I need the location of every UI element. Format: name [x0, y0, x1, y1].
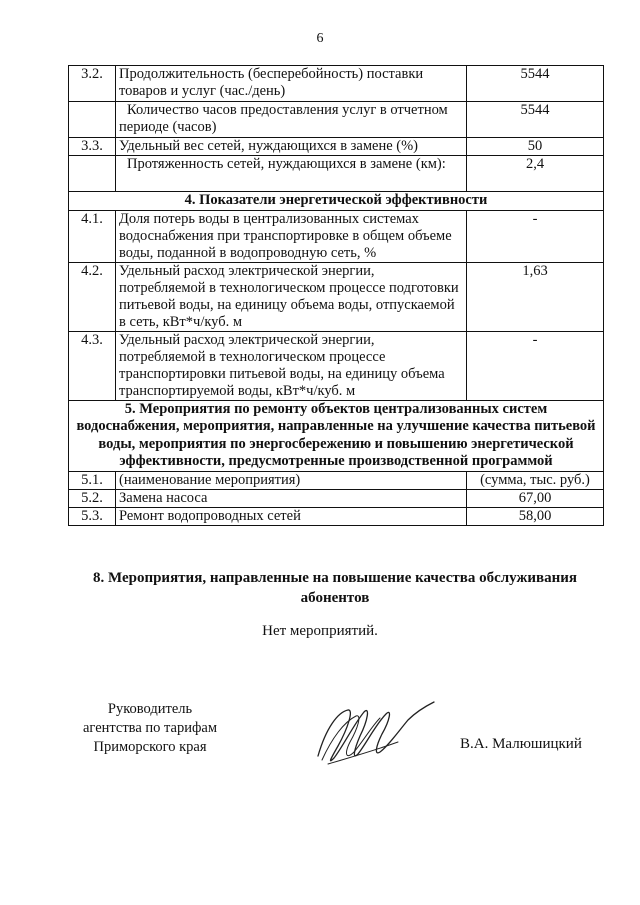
- row-number: 4.1.: [69, 210, 116, 262]
- row-number: 3.3.: [69, 138, 116, 156]
- section-row: [69, 192, 604, 211]
- page-number: 6: [316, 31, 324, 46]
- row-name: Доля потерь воды в централизованных системах водоснабжения при транспортировке в общем объеме воды, поданной в водопроводную сеть, %: [116, 210, 467, 262]
- section-4-heading: 4. Показатели энергетической эффективности: [69, 192, 604, 211]
- row-value: -: [467, 210, 604, 262]
- row-number: 5.1.: [69, 471, 116, 489]
- signer-title: [70, 700, 230, 757]
- row-number: 4.3.: [69, 331, 116, 400]
- row-number: 5.2.: [69, 489, 116, 507]
- table-row: [69, 138, 604, 156]
- row-name: Протяженность сетей, нуждающихся в замене (км):: [116, 156, 467, 192]
- row-value: (сумма, тыс. руб.): [467, 471, 604, 489]
- section-8-heading: 8. Мероприятия, направленные на повышение качества обслуживания абонентов: [92, 570, 577, 606]
- table-row: [69, 489, 604, 507]
- row-number: 5.3.: [69, 507, 116, 525]
- row-name: Продолжительность (бесперебойность) поставки товаров и услуг (час./день): [116, 66, 467, 102]
- table-row: [69, 210, 604, 262]
- signer-name: В.А. Малюшицкий: [460, 736, 582, 752]
- table-row: [69, 331, 604, 400]
- row-name: Удельный расход электрической энергии, потребляемой в технологическом процессе транспортировки питьевой воды, на единицу объема транспортируемой воды, кВт*ч/куб. м: [116, 331, 467, 400]
- table-row: [69, 156, 604, 192]
- row-number: 4.2.: [69, 262, 116, 331]
- section-5-heading: 5. Мероприятия по ремонту объектов централизованных систем водоснабжения, мероприятия, направленные на улучшение качества питьевой воды, мероприятия по энергосбережению и повышению энергетической эффективности, предусмотренные производственной программой: [69, 400, 604, 471]
- table-row: [69, 262, 604, 331]
- table-row: [69, 102, 604, 138]
- row-value: 58,00: [467, 507, 604, 525]
- row-value: -: [467, 331, 604, 400]
- table-row: [69, 507, 604, 525]
- table-row: [69, 471, 604, 489]
- row-number: [69, 102, 116, 138]
- table-row: [69, 66, 604, 102]
- row-number: [69, 156, 116, 192]
- row-value: 5544: [467, 102, 604, 138]
- row-name: Удельный расход электрической энергии, потребляемой в технологическом процессе подготовки питьевой воды, на единицу объема воды, отпускаемой в сеть, кВт*ч/куб. м: [116, 262, 467, 331]
- section-row: [69, 400, 604, 471]
- indicators-table: [68, 65, 604, 526]
- row-value: 50: [467, 138, 604, 156]
- row-name: Количество часов предоставления услуг в отчетном периоде (часов): [116, 102, 467, 138]
- row-name: Ремонт водопроводных сетей: [116, 507, 467, 525]
- row-value: 5544: [467, 66, 604, 102]
- handwritten-signature: [308, 698, 438, 770]
- row-name: Удельный вес сетей, нуждающихся в замене (%): [116, 138, 467, 156]
- row-name: Замена насоса: [116, 489, 467, 507]
- signer-title-line: Приморского края: [93, 739, 207, 755]
- row-value: 67,00: [467, 489, 604, 507]
- signer-title-line: Руководитель: [107, 701, 193, 717]
- row-number: 3.2.: [69, 66, 116, 102]
- signer-title-line: агентства по тарифам: [83, 720, 217, 736]
- row-value: 2,4: [467, 156, 604, 192]
- row-value: 1,63: [467, 262, 604, 331]
- no-measures-text: Нет мероприятий.: [262, 623, 378, 639]
- row-name: (наименование мероприятия): [116, 471, 467, 489]
